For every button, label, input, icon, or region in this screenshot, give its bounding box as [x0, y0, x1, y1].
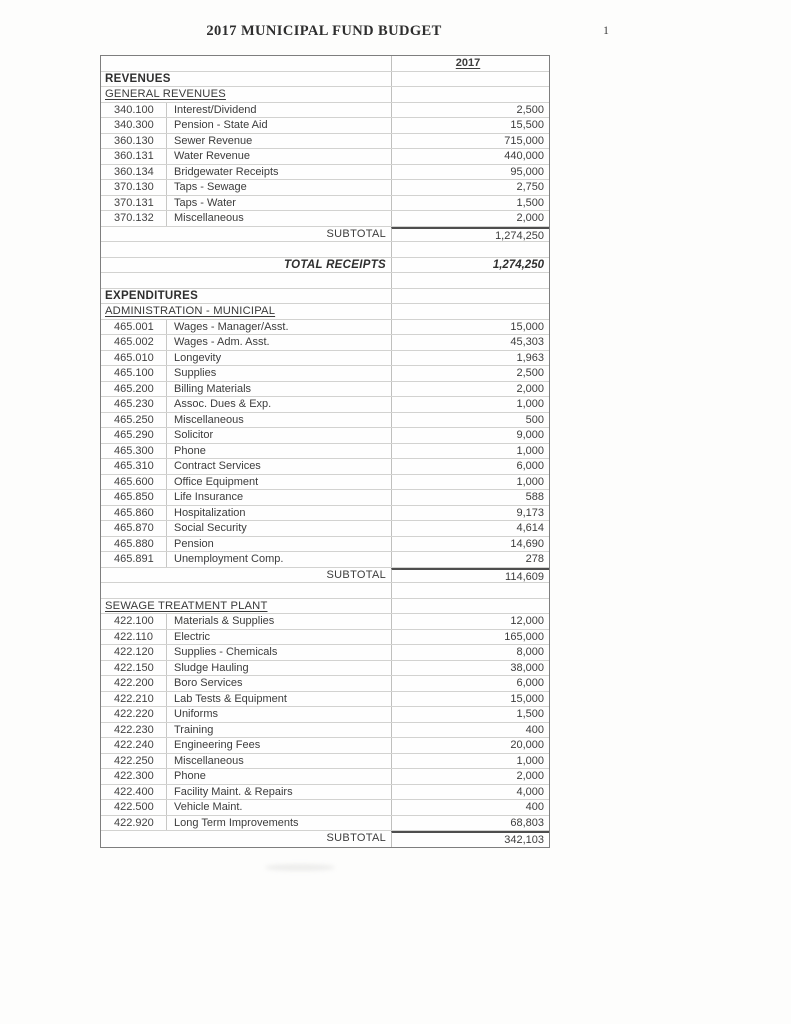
table-row [101, 304, 549, 320]
account-code: 465.100 [114, 367, 154, 379]
amount-2017: 9,173 [391, 506, 549, 521]
account-description: Water Revenue [166, 149, 391, 164]
amount-2017: 45,303 [391, 335, 549, 350]
table-row [101, 738, 549, 754]
table-row [101, 134, 549, 150]
blank-amount-cell [391, 242, 549, 257]
table-row [101, 645, 549, 661]
table-row [101, 769, 549, 785]
table-row [101, 490, 549, 506]
amount-2017: 2,500 [391, 366, 549, 381]
account-code: 422.500 [114, 801, 154, 813]
amount-2017: 400 [391, 723, 549, 738]
account-description: Bridgewater Receipts [166, 165, 391, 180]
account-description: Pension [166, 537, 391, 552]
account-code: 422.230 [114, 723, 154, 736]
account-code: 360.130 [114, 134, 154, 147]
subsection-heading [101, 87, 391, 102]
amount-2017: 165,000 [391, 630, 549, 645]
amount-2017: 1,000 [391, 754, 549, 769]
account-code: 422.400 [114, 785, 154, 798]
account-description: Lab Tests & Equipment [166, 692, 391, 707]
account-code: 422.240 [114, 739, 154, 751]
table-row [101, 754, 549, 770]
amount-cell-empty [391, 289, 549, 304]
amount-2017: 8,000 [391, 645, 549, 660]
account-code: 465.850 [114, 491, 154, 503]
amount-2017: 95,000 [391, 165, 549, 180]
account-description: Pension - State Aid [166, 118, 391, 133]
table-row [101, 444, 549, 460]
table-row [101, 816, 549, 832]
account-code: 465.230 [114, 398, 154, 410]
table-row [101, 351, 549, 367]
table-row [101, 320, 549, 336]
subsection-heading [101, 599, 391, 614]
account-code: 422.220 [114, 708, 154, 720]
amount-2017: 1,000 [391, 444, 549, 459]
account-description: Materials & Supplies [166, 614, 391, 629]
amount-2017: 14,690 [391, 537, 549, 552]
amount-2017: 15,000 [391, 692, 549, 707]
blank-amount-cell [391, 583, 549, 598]
account-code: 465.010 [114, 351, 154, 364]
account-code: 465.600 [114, 475, 154, 488]
year-label: 2017 [455, 57, 481, 69]
amount-2017: 9,000 [391, 428, 549, 443]
table-row [101, 397, 549, 413]
account-description: Engineering Fees [166, 738, 391, 753]
account-description: Taps - Water [166, 196, 391, 211]
table-row [101, 103, 549, 119]
amount-2017: 6,000 [391, 676, 549, 691]
account-code: 370.132 [114, 212, 154, 224]
account-description: Supplies [166, 366, 391, 381]
table-row [101, 211, 549, 227]
table-row [101, 56, 549, 72]
account-description: Facility Maint. & Repairs [166, 785, 391, 800]
document-title: 2017 MUNICIPAL FUND BUDGET [206, 23, 442, 39]
account-description: Solicitor [166, 428, 391, 443]
amount-2017: 1,500 [391, 196, 549, 211]
account-code: 465.290 [114, 429, 154, 441]
account-code: 422.120 [114, 646, 154, 658]
table-row [101, 413, 549, 429]
account-code: 340.100 [114, 103, 154, 116]
account-description: Life Insurance [166, 490, 391, 505]
budget-table [100, 55, 550, 848]
table-row [101, 273, 549, 289]
subsection-label: GENERAL REVENUES [105, 88, 226, 100]
subtotal-label: SUBTOTAL [326, 568, 386, 581]
table-row [101, 196, 549, 212]
amount-2017: 4,614 [391, 521, 549, 536]
account-code: 422.100 [114, 615, 154, 627]
amount-2017: 2,000 [391, 211, 549, 226]
subsection-label: ADMINISTRATION - MUNICIPAL [105, 305, 276, 317]
account-code: 465.880 [114, 537, 154, 550]
account-description: Hospitalization [166, 506, 391, 521]
section-heading: REVENUES [105, 72, 171, 85]
account-description: Sewer Revenue [166, 134, 391, 149]
table-row [101, 242, 549, 258]
table-row [101, 676, 549, 692]
amount-2017: 2,750 [391, 180, 549, 195]
amount-2017: 278 [391, 552, 549, 567]
table-row [101, 227, 549, 243]
table-row [101, 785, 549, 801]
account-description: Sludge Hauling [166, 661, 391, 676]
amount-cell-empty [391, 87, 549, 102]
account-description: Unemployment Comp. [166, 552, 391, 567]
account-code: 465.870 [114, 522, 154, 534]
account-description: Uniforms [166, 707, 391, 722]
table-row [101, 475, 549, 491]
table-row [101, 87, 549, 103]
table-row [101, 800, 549, 816]
subtotal-label: SUBTOTAL [326, 832, 386, 844]
table-row [101, 459, 549, 475]
table-row [101, 630, 549, 646]
account-code: 422.250 [114, 754, 154, 767]
table-row [101, 723, 549, 739]
table-row [101, 149, 549, 165]
amount-cell-empty [391, 599, 549, 614]
amount-2017: 1,000 [391, 397, 549, 412]
section-heading: EXPENDITURES [105, 289, 199, 302]
account-code: 422.110 [114, 630, 153, 643]
account-description: Miscellaneous [166, 754, 391, 769]
subtotal-amount: 342,103 [391, 831, 549, 847]
amount-2017: 1,963 [391, 351, 549, 366]
amount-2017: 4,000 [391, 785, 549, 800]
account-description: Electric [166, 630, 391, 645]
subsection-heading [101, 304, 391, 319]
year-column-header [391, 56, 549, 71]
amount-2017: 588 [391, 490, 549, 505]
account-code: 465.001 [114, 320, 154, 333]
blank-cell [101, 273, 391, 288]
account-description: Miscellaneous [166, 413, 391, 428]
amount-2017: 2,000 [391, 769, 549, 784]
subtotal-amount: 114,609 [391, 568, 549, 583]
table-row [101, 258, 549, 274]
table-row [101, 568, 549, 584]
table-row [101, 614, 549, 630]
amount-cell-empty [391, 304, 549, 319]
account-description: Training [166, 723, 391, 738]
account-code: 370.130 [114, 181, 154, 193]
table-row [101, 335, 549, 351]
amount-2017: 1,500 [391, 707, 549, 722]
subtotal-amount: 1,274,250 [391, 227, 549, 242]
table-row [101, 366, 549, 382]
total-receipts-label: TOTAL RECEIPTS [284, 258, 386, 271]
amount-2017: 38,000 [391, 661, 549, 676]
table-row [101, 537, 549, 553]
amount-2017: 715,000 [391, 134, 549, 149]
account-description: Assoc. Dues & Exp. [166, 397, 391, 412]
amount-cell-empty [391, 72, 549, 87]
account-code: 370.131 [114, 196, 154, 209]
table-row [101, 707, 549, 723]
amount-2017: 1,000 [391, 475, 549, 490]
table-row [101, 428, 549, 444]
amount-2017: 15,500 [391, 118, 549, 133]
account-code: 422.920 [114, 816, 154, 829]
account-description: Supplies - Chemicals [166, 645, 391, 660]
amount-2017: 440,000 [391, 149, 549, 164]
table-row [101, 583, 549, 599]
subtotal-label: SUBTOTAL [326, 227, 386, 240]
spacer-cell [101, 56, 391, 71]
table-row [101, 118, 549, 134]
amount-2017: 68,803 [391, 816, 549, 831]
scan-smudge-artifact [265, 864, 335, 871]
account-code: 422.300 [114, 770, 154, 782]
table-row [101, 165, 549, 181]
account-description: Long Term Improvements [166, 816, 391, 831]
table-row [101, 506, 549, 522]
page-number: 1 [603, 25, 609, 37]
account-code: 465.200 [114, 382, 154, 395]
amount-2017: 2,000 [391, 382, 549, 397]
blank-cell [101, 242, 391, 257]
blank-amount-cell [391, 273, 549, 288]
amount-2017: 6,000 [391, 459, 549, 474]
subsection-label: SEWAGE TREATMENT PLANT [105, 599, 268, 612]
table-row [101, 692, 549, 708]
account-code: 465.860 [114, 506, 154, 519]
table-row [101, 599, 549, 615]
table-row [101, 72, 549, 88]
account-code: 465.250 [114, 413, 154, 426]
account-code: 422.200 [114, 677, 154, 689]
account-code: 465.891 [114, 553, 154, 565]
account-description: Interest/Dividend [166, 103, 391, 118]
account-code: 360.134 [114, 165, 154, 178]
total-receipts-amount: 1,274,250 [391, 258, 549, 273]
account-description: Wages - Adm. Asst. [166, 335, 391, 350]
account-code: 360.131 [114, 150, 154, 162]
amount-2017: 20,000 [391, 738, 549, 753]
account-code: 465.310 [114, 460, 154, 472]
account-description: Phone [166, 769, 391, 784]
account-description: Contract Services [166, 459, 391, 474]
amount-2017: 400 [391, 800, 549, 815]
amount-2017: 2,500 [391, 103, 549, 118]
account-description: Taps - Sewage [166, 180, 391, 195]
table-row [101, 521, 549, 537]
amount-2017: 15,000 [391, 320, 549, 335]
table-row [101, 661, 549, 677]
account-description: Longevity [166, 351, 391, 366]
table-row [101, 289, 549, 305]
account-code: 340.300 [114, 119, 154, 131]
account-code: 422.210 [114, 692, 154, 705]
account-code: 422.150 [114, 661, 154, 674]
amount-2017: 12,000 [391, 614, 549, 629]
account-description: Phone [166, 444, 391, 459]
table-row [101, 552, 549, 568]
table-row [101, 382, 549, 398]
account-code: 465.002 [114, 336, 154, 348]
account-description: Social Security [166, 521, 391, 536]
account-description: Office Equipment [166, 475, 391, 490]
amount-2017: 500 [391, 413, 549, 428]
table-row [101, 180, 549, 196]
account-description: Billing Materials [166, 382, 391, 397]
table-row [101, 831, 549, 847]
account-description: Boro Services [166, 676, 391, 691]
blank-cell [101, 583, 391, 598]
account-description: Wages - Manager/Asst. [166, 320, 391, 335]
account-description: Vehicle Maint. [166, 800, 391, 815]
account-code: 465.300 [114, 444, 154, 457]
account-description: Miscellaneous [166, 211, 391, 226]
